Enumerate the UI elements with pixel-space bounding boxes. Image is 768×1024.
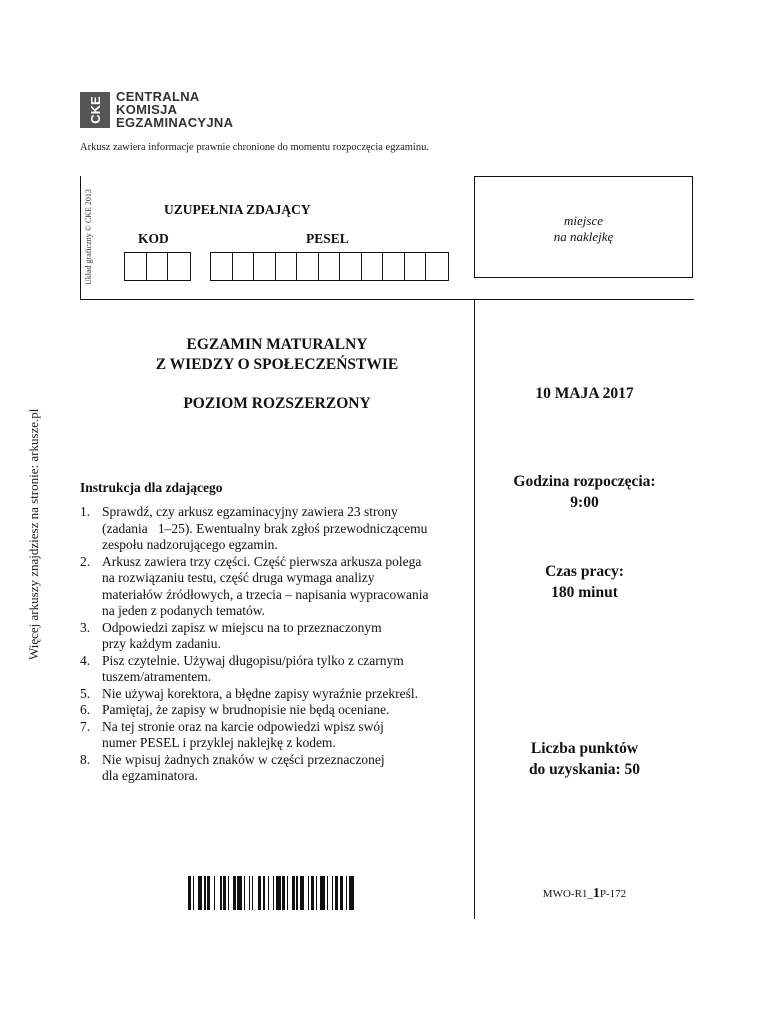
instruction-text (102, 504, 427, 554)
instruction-number: 1. (80, 504, 91, 519)
instruction-line: na jeden z podanych tematów. (102, 603, 265, 618)
instruction-line: Nie używaj korektora, a błędne zapisy wyraźnie przekreśl. (102, 685, 418, 701)
pesel-label: PESEL (306, 231, 349, 246)
instruction-text (102, 719, 384, 752)
instruction-line: Pamiętaj, że zapisy w brudnopisie nie będą oceniane. (102, 702, 390, 717)
instruction-item (80, 702, 472, 719)
instruction-text (102, 702, 390, 719)
form-title: UZUPEŁNIA ZDAJĄCY (164, 202, 311, 217)
side-watermark-text: Więcej arkuszy znajdziesz na stronie: arkusze.pl (26, 408, 41, 660)
points-line: Liczba punktów (530, 740, 639, 757)
code-big: 1 (592, 886, 600, 901)
start-time (475, 471, 694, 513)
code-suffix: P-172 (599, 888, 627, 900)
instruction-item (80, 719, 472, 752)
barcode-bar (354, 876, 356, 910)
points-line: do uzyskania: 50 (528, 761, 641, 778)
code-prefix: MWO-R1_ (542, 888, 593, 900)
digit-box[interactable] (297, 253, 319, 280)
digit-box[interactable] (426, 253, 448, 280)
barcode (188, 876, 356, 910)
instruction-line: przy każdym zadaniu. (102, 636, 221, 651)
instruction-number: 8. (80, 751, 91, 767)
instructions-heading: Instrukcja dla zdającego (80, 480, 223, 495)
instruction-number: 4. (80, 652, 91, 668)
digit-box[interactable] (340, 253, 362, 280)
instruction-line: numer PESEL i przyklej naklejkę z kodem. (102, 735, 336, 750)
instruction-item (80, 752, 472, 785)
instruction-text (102, 554, 428, 620)
digit-box[interactable] (276, 253, 298, 280)
instruction-item (80, 686, 472, 703)
sticker-line: na naklejkę (553, 229, 614, 244)
instruction-number: 5. (80, 685, 91, 701)
instructions-list (80, 504, 472, 785)
duration (475, 561, 694, 603)
digit-box[interactable] (405, 253, 427, 280)
instruction-line: Odpowiedzi zapisz w miejscu na to przeznaczonym (102, 619, 382, 635)
instruction-text (102, 752, 385, 785)
digit-box[interactable] (319, 253, 341, 280)
sticker-line: miejsce (564, 213, 603, 228)
instruction-line: tuszem/atramentem. (102, 669, 212, 684)
instruction-line: materiałów źródłowych, a trzecia – napisania wypracowania (102, 586, 429, 602)
digit-box[interactable] (233, 253, 255, 280)
logo-mark-text: CKE (87, 96, 103, 124)
instruction-text (102, 686, 418, 703)
start-time-label: Godzina rozpoczęcia: (513, 473, 656, 490)
digit-box[interactable] (168, 253, 190, 280)
start-time-value: 9:00 (570, 494, 599, 511)
instruction-line: Na tej stronie oraz na karcie odpowiedzi wpisz swój (102, 718, 384, 734)
sticker-area (474, 176, 693, 278)
logo-line: EGZAMINACYJNA (116, 115, 234, 130)
cke-logo-mark (80, 92, 110, 128)
divider-vertical-top (80, 176, 81, 300)
logo-line: CENTRALNA (116, 89, 200, 104)
duration-value: 180 minut (551, 584, 618, 601)
instruction-item (80, 653, 472, 686)
duration-label: Czas pracy: (545, 563, 624, 580)
instruction-item (80, 554, 472, 620)
kod-label: KOD (138, 231, 169, 246)
exam-code (475, 886, 694, 902)
logo-line: KOMISJA (116, 102, 178, 117)
digit-box[interactable] (125, 253, 147, 280)
kod-input-boxes[interactable] (124, 252, 191, 281)
exam-title (80, 335, 474, 375)
exam-level: POZIOM ROZSZERZONY (183, 395, 371, 412)
instruction-item (80, 504, 472, 554)
instruction-line: zespołu nadzorującego egzamin. (102, 537, 278, 552)
instruction-number: 7. (80, 718, 91, 734)
instruction-line: (zadania 1–25). Ewentualny brak zgłoś przewodniczącemu (102, 520, 428, 536)
digit-box[interactable] (254, 253, 276, 280)
instruction-number: 2. (80, 553, 91, 569)
exam-title-line: Z WIEDZY O SPOŁECZEŃSTWIE (155, 356, 399, 373)
copyright-note: Układ graficzny © CKE 2013 (84, 189, 93, 285)
divider-horizontal (80, 299, 694, 300)
instruction-line: na rozwiązaniu testu, część druga wymaga analizy (102, 570, 375, 585)
instruction-line: Sprawdź, czy arkusz egzaminacyjny zawiera 23 strony (102, 504, 398, 519)
exam-title-line: EGZAMIN MATURALNY (186, 336, 368, 353)
instruction-line: Arkusz zawiera trzy części. Część pierwsza arkusza polega (102, 553, 422, 569)
instruction-line: Nie wpisuj żadnych znaków w części przeznaczonej (102, 751, 385, 767)
instruction-number: 3. (80, 619, 91, 635)
digit-box[interactable] (362, 253, 384, 280)
instruction-text (102, 653, 404, 686)
max-points (475, 738, 694, 780)
instruction-line: Pisz czytelnie. Używaj długopisu/pióra tylko z czarnym (102, 652, 404, 668)
pesel-input-boxes[interactable] (210, 252, 449, 281)
exam-date: 10 MAJA 2017 (535, 385, 634, 402)
legal-notice: Arkusz zawiera informacje prawnie chronione do momentu rozpoczęcia egzaminu. (80, 142, 429, 153)
instruction-number: 6. (80, 702, 91, 717)
digit-box[interactable] (383, 253, 405, 280)
instruction-item (80, 620, 472, 653)
instruction-line: dla egzaminatora. (102, 768, 198, 783)
digit-box[interactable] (147, 253, 169, 280)
cke-logo-text (116, 90, 233, 129)
instruction-text (102, 620, 382, 653)
digit-box[interactable] (211, 253, 233, 280)
